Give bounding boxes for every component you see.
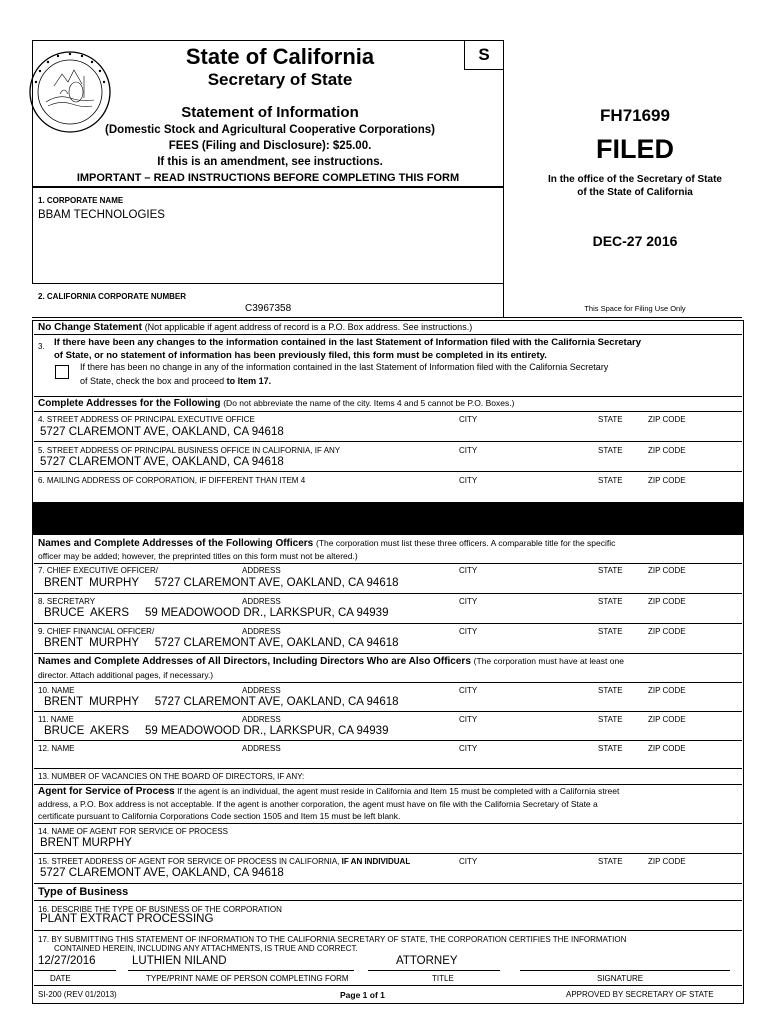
agent-name-value: BRENT MURPHY bbox=[40, 837, 132, 849]
officer7-label: 7. CHIEF EXECUTIVE OFFICER/ bbox=[38, 566, 159, 575]
filed-status: FILED bbox=[596, 134, 674, 164]
director11-state-label: STATE bbox=[598, 715, 623, 724]
header-subtitle: Secretary of State bbox=[207, 70, 353, 89]
agent-text1: If the agent is an individual, the agent must reside in California and Item 15 must be completed with a California street bbox=[177, 786, 620, 796]
agent-zip-label: ZIP CODE bbox=[648, 857, 686, 866]
addr4-label: 4. STREET ADDRESS OF PRINCIPAL EXECUTIVE OFFICE bbox=[38, 415, 255, 424]
addr4-value: 5727 CLAREMONT AVE, OAKLAND, CA 94618 bbox=[40, 426, 284, 438]
agent-state-label: STATE bbox=[598, 857, 623, 866]
item3-text1: If there have been any changes to the information contained in the last Statement of Information filed with the California Secretary bbox=[54, 337, 641, 348]
addr5-city-label: CITY bbox=[459, 446, 478, 455]
cert-title-label: TITLE bbox=[432, 974, 454, 983]
corp-number-divider bbox=[503, 284, 504, 318]
agent-addr-label bbox=[38, 857, 410, 866]
addr4-zip-label: ZIP CODE bbox=[648, 415, 686, 424]
officer7-state-label: STATE bbox=[598, 566, 623, 575]
check-text2a: of State, check the box and proceed bbox=[80, 376, 227, 386]
cert-signature-line bbox=[520, 970, 730, 971]
divider bbox=[34, 593, 742, 594]
cert-name-line bbox=[128, 970, 354, 971]
addr5-zip-label: ZIP CODE bbox=[648, 446, 686, 455]
form-letter-box: S bbox=[464, 40, 504, 70]
director12-addr-label: ADDRESS bbox=[242, 744, 281, 753]
filing-date: DEC-27 2016 bbox=[592, 233, 678, 249]
director10-state-label: STATE bbox=[598, 686, 623, 695]
important-line: IMPORTANT – READ INSTRUCTIONS BEFORE COMPLETING THIS FORM bbox=[76, 172, 460, 184]
officers-title: Names and Complete Addresses of the Following Officers bbox=[38, 538, 314, 549]
divider bbox=[34, 768, 742, 769]
officer7-city-label: CITY bbox=[459, 566, 478, 575]
director10-zip-label: ZIP CODE bbox=[648, 686, 686, 695]
officer9-label: 9. CHIEF FINANCIAL OFFICER/ bbox=[38, 627, 155, 636]
officer8-addr-label: ADDRESS bbox=[242, 597, 281, 606]
certify-text1: 17. BY SUBMITTING THIS STATEMENT OF INFORMATION TO THE CALIFORNIA SECRETARY OF STATE, THE CORPORATION CERTIFIES THE INFORMATION bbox=[38, 935, 627, 944]
director12-label: 12. NAME bbox=[38, 744, 75, 753]
divider bbox=[34, 740, 742, 741]
cert-signature-label: SIGNATURE bbox=[597, 974, 644, 983]
fees-line: FEES (Filing and Disclosure): $25.00. bbox=[168, 140, 372, 152]
cert-title-line bbox=[368, 970, 500, 971]
check-text2 bbox=[80, 376, 271, 386]
officer9-city-label: CITY bbox=[459, 627, 478, 636]
director11-addr-label: ADDRESS bbox=[242, 715, 281, 724]
filing-office-line2: of the State of California bbox=[577, 187, 693, 198]
addr4-city-label: CITY bbox=[459, 415, 478, 424]
director12-city-label: CITY bbox=[459, 744, 478, 753]
director11-value: BRUCE AKERS 59 MEADOWOOD DR., LARKSPUR, CA 94939 bbox=[44, 725, 389, 737]
filing-space-note: This Space for Filing Use Only bbox=[584, 304, 686, 313]
addresses-note: (Do not abbreviate the name of the city. Items 4 and 5 cannot be P.O. Boxes.) bbox=[223, 398, 515, 408]
divider bbox=[34, 883, 742, 884]
director10-city-label: CITY bbox=[459, 686, 478, 695]
business-heading: Type of Business bbox=[38, 886, 129, 898]
no-change-title: No Change Statement bbox=[38, 322, 142, 333]
officer8-zip-label: ZIP CODE bbox=[648, 597, 686, 606]
no-change-heading bbox=[38, 322, 472, 333]
agent-title: Agent for Service of Process bbox=[38, 786, 175, 797]
director12-zip-label: ZIP CODE bbox=[648, 744, 686, 753]
officers-heading bbox=[38, 538, 743, 549]
cert-date-line bbox=[34, 970, 116, 971]
form-name: Statement of Information bbox=[181, 104, 359, 121]
officer7-value: BRENT MURPHY 5727 CLAREMONT AVE, OAKLAND, CA 94618 bbox=[44, 577, 399, 589]
divider bbox=[34, 823, 742, 824]
addr5-value: 5727 CLAREMONT AVE, OAKLAND, CA 94618 bbox=[40, 456, 284, 468]
agent-text2: address, a P.O. Box address is not acceptable. If the agent is another corporation, the agent must have on file with the California Secretary of State a bbox=[38, 799, 598, 809]
divider bbox=[34, 853, 742, 854]
director11-zip-label: ZIP CODE bbox=[648, 715, 686, 724]
directors-note2: director. Attach additional pages, if necessary.) bbox=[38, 670, 214, 680]
agent-text3: certificate pursuant to California Corporations Code section 1505 and Item 15 must be left blank. bbox=[38, 811, 401, 821]
check-text1: If there has been no change in any of the information contained in the last Statement of Information filed with the California Secretary bbox=[80, 362, 609, 372]
agent-heading bbox=[38, 786, 743, 797]
addr6-state-label: STATE bbox=[598, 476, 623, 485]
divider bbox=[34, 682, 742, 683]
officer7-zip-label: ZIP CODE bbox=[648, 566, 686, 575]
agent-addr-label-a: 15. STREET ADDRESS OF AGENT FOR SERVICE OF PROCESS IN CALIFORNIA, bbox=[38, 857, 342, 866]
check-text2b: to Item 17. bbox=[226, 376, 272, 386]
officer8-city-label: CITY bbox=[459, 597, 478, 606]
director11-label: 11. NAME bbox=[38, 715, 74, 724]
agent-name-label: 14. NAME OF AGENT FOR SERVICE OF PROCESS bbox=[38, 827, 228, 836]
divider bbox=[34, 711, 742, 712]
agent-addr-value: 5727 CLAREMONT AVE, OAKLAND, CA 94618 bbox=[40, 867, 284, 879]
divider bbox=[34, 623, 742, 624]
business-value: PLANT EXTRACT PROCESSING bbox=[40, 913, 214, 925]
officer9-zip-label: ZIP CODE bbox=[648, 627, 686, 636]
no-change-note: (Not applicable if agent address of record is a P.O. Box address. See instructions.) bbox=[144, 322, 473, 332]
divider bbox=[34, 985, 742, 986]
cert-name-label: TYPE/PRINT NAME OF PERSON COMPLETING FORM bbox=[146, 974, 349, 983]
redaction-bar bbox=[33, 502, 743, 535]
addr6-city-label: CITY bbox=[459, 476, 478, 485]
corp-number-label: 2. CALIFORNIA CORPORATE NUMBER bbox=[38, 292, 186, 301]
officer9-value: BRENT MURPHY 5727 CLAREMONT AVE, OAKLAND, CA 94618 bbox=[44, 637, 399, 649]
vacancies-label: 13. NUMBER OF VACANCIES ON THE BOARD OF DIRECTORS, IF ANY: bbox=[38, 772, 305, 781]
director12-state-label: STATE bbox=[598, 744, 623, 753]
divider bbox=[34, 334, 742, 335]
officer8-value: BRUCE AKERS 59 MEADOWOOD DR., LARKSPUR, CA 94939 bbox=[44, 607, 389, 619]
director10-addr-label: ADDRESS bbox=[242, 686, 281, 695]
director11-city-label: CITY bbox=[459, 715, 478, 724]
no-change-checkbox[interactable] bbox=[55, 365, 69, 379]
director10-label: 10. NAME bbox=[38, 686, 75, 695]
filing-number: FH71699 bbox=[600, 106, 670, 125]
addr4-state-label: STATE bbox=[598, 415, 623, 424]
divider bbox=[34, 930, 742, 931]
addr5-label: 5. STREET ADDRESS OF PRINCIPAL BUSINESS OFFICE IN CALIFORNIA, IF ANY bbox=[38, 446, 341, 455]
agent-city-label: CITY bbox=[459, 857, 478, 866]
agent-addr-label-b: IF AN INDIVIDUAL bbox=[341, 857, 411, 866]
divider bbox=[34, 471, 742, 472]
divider bbox=[34, 563, 742, 564]
header-title: State of California bbox=[185, 44, 375, 69]
officers-note: (The corporation must list these three officers. A comparable title for the specific bbox=[316, 538, 616, 548]
divider bbox=[34, 653, 742, 654]
certify-text2: CONTAINED HEREIN, INCLUDING ANY ATTACHMENTS, IS TRUE AND CORRECT. bbox=[54, 944, 358, 953]
divider bbox=[34, 900, 742, 901]
corp-name-label: 1. CORPORATE NAME bbox=[38, 196, 124, 205]
form-desc: (Domestic Stock and Agricultural Cooperative Corporations) bbox=[105, 124, 435, 136]
director10-value: BRENT MURPHY 5727 CLAREMONT AVE, OAKLAND, CA 94618 bbox=[44, 696, 399, 708]
business-label: 16. DESCRIBE THE TYPE OF BUSINESS OF THE CORPORATION bbox=[38, 905, 282, 914]
directors-note: (The corporation must have at least one bbox=[473, 656, 624, 666]
amendment-line: If this is an amendment, see instructions. bbox=[157, 156, 383, 168]
divider bbox=[34, 396, 742, 397]
cert-date-value: 12/27/2016 bbox=[38, 955, 96, 967]
item3-number: 3. bbox=[38, 342, 45, 351]
directors-heading bbox=[38, 656, 743, 667]
officer9-addr-label: ADDRESS bbox=[242, 627, 281, 636]
footer-approved: APPROVED BY SECRETARY OF STATE bbox=[566, 990, 714, 999]
filing-office-line1: In the office of the Secretary of State bbox=[548, 174, 722, 185]
officers-note2: officer may be added; however, the preprinted titles on this form must not be altered.) bbox=[38, 551, 358, 561]
divider bbox=[34, 784, 742, 785]
cert-title-value: ATTORNEY bbox=[396, 955, 458, 967]
officer8-state-label: STATE bbox=[598, 597, 623, 606]
footer-page: Page 1 of 1 bbox=[340, 990, 385, 1000]
officer9-state-label: STATE bbox=[598, 627, 623, 636]
corp-name-value: BBAM TECHNOLOGIES bbox=[38, 209, 165, 221]
corp-number-value: C3967358 bbox=[245, 303, 292, 314]
addr6-zip-label: ZIP CODE bbox=[648, 476, 686, 485]
addr6-label: 6. MAILING ADDRESS OF CORPORATION, IF DIFFERENT THAN ITEM 4 bbox=[38, 476, 306, 485]
directors-title: Names and Complete Addresses of All Directors, Including Directors Who are Also Officers bbox=[38, 656, 471, 667]
item3-text2: of State, or no statement of information has been previously filed, this form must be completed in its entirety. bbox=[54, 350, 547, 361]
addr5-state-label: STATE bbox=[598, 446, 623, 455]
officer8-label: 8. SECRETARY bbox=[38, 597, 96, 606]
addresses-title: Complete Addresses for the Following bbox=[38, 398, 221, 409]
divider bbox=[34, 411, 742, 412]
officer7-addr-label: ADDRESS bbox=[242, 566, 281, 575]
corp-number-line bbox=[32, 317, 742, 318]
addresses-heading bbox=[38, 398, 514, 409]
footer-form-id: SI-200 (REV 01/2013) bbox=[38, 990, 117, 999]
divider bbox=[34, 441, 742, 442]
cert-name-value: LUTHIEN NILAND bbox=[132, 955, 227, 967]
cert-date-label: DATE bbox=[50, 974, 71, 983]
